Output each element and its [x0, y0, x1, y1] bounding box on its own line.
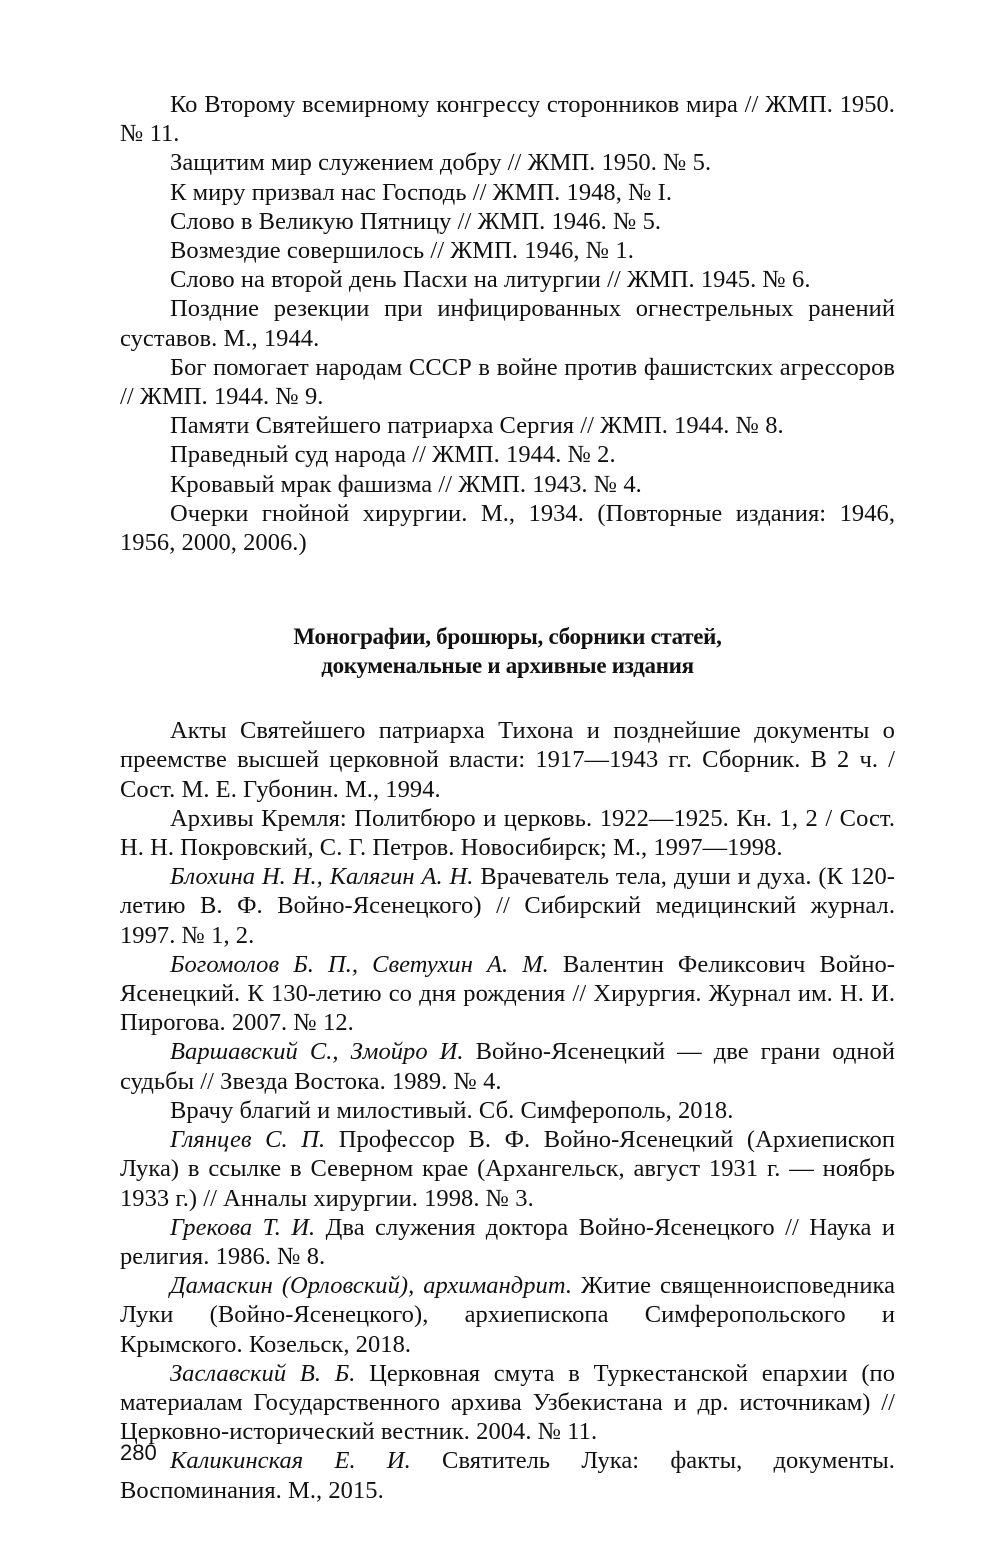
bibliography-entry: Поздние резекции при инфицированных огнестрельных ранений суставов. М., 1944.	[120, 295, 895, 352]
section-heading-line-2: докуменальные и архивные издания	[321, 653, 694, 679]
entry-text: Архивы Кремля: Политбюро и церковь. 1922—1925. Кн. 1, 2 / Сост. Н. Н. Покровский, С. Г. Петров. Новосибирск; М., 1997—1998.	[120, 804, 895, 862]
bibliography-entry: Слово в Великую Пятницу // ЖМП. 1946. № 5.	[170, 207, 662, 235]
entry-text: Врачеватель тела, души и духа. (К 120-летию В. Ф. Войно-Ясенецкого) // Сибирский медицинский журнал. 1997. № 1, 2.	[120, 863, 895, 949]
bibliography-entry: Памяти Святейшего патриарха Сергия // ЖМП. 1944. № 8.	[170, 412, 784, 440]
section-heading-line-1: Монографии, брошюры, сборники статей,	[293, 624, 722, 650]
entry-author: Варшавский С., Змойро И.	[170, 1038, 464, 1066]
entry-author: Дамаскин (Орловский), архимандрит.	[170, 1272, 573, 1300]
bibliography-entry: Праведный суд народа // ЖМП. 1944. № 2.	[170, 441, 616, 469]
bibliography-entry	[120, 950, 895, 1038]
bibliography-entry: Защитим мир служением добру // ЖМП. 1950. № 5.	[170, 149, 712, 177]
entry-text: Профессор В. Ф. Войно-Ясенецкий (Архиепископ Лука) в ссылке в Северном крае (Архангельск, август 1931 г. — ноябрь 1933 г.) // Анналы хирургии. 1998. № 3.	[120, 1126, 895, 1212]
entry-text: Акты Святейшего патриарха Тихона и позднейшие документы о преемстве высшей церковной власти: 1917—1943 гг. Сборник. В 2 ч. / Сост. М. Е. Губонин. М., 1994.	[120, 717, 895, 803]
entry-author: Каликинская Е. И.	[170, 1447, 411, 1475]
entry-text: Житие священноисповедника Луки (Войно-Ясенецкого), архиепископа Симферопольского и Крымского. Козельск, 2018.	[120, 1272, 895, 1358]
bibliography-entry	[120, 716, 895, 804]
bibliography-entry	[120, 1037, 895, 1095]
bibliography-entry	[120, 804, 895, 862]
bibliography-entry	[120, 862, 895, 950]
entry-text: Два служения доктора Войно-Ясенецкого // Наука и религия. 1986. № 8.	[120, 1213, 895, 1270]
bibliography-entry: Очерки гнойной хирургии. М., 1934. (Повторные издания: 1946, 1956, 2000, 2006.)	[120, 499, 895, 557]
bibliography-list-monographs	[120, 716, 895, 1504]
entry-author: Заславский В. Б.	[170, 1359, 356, 1387]
entry-text: Валентин Феликсович Войно-Ясенецкий. К 130-летию со дня рождения // Хирургия. Журнал им. Н. И. Пирогова. 2007. № 12.	[120, 950, 895, 1037]
entry-author: Богомолов Б. П., Светухин А. М.	[170, 950, 549, 978]
bibliography-entry: Кровавый мрак фашизма // ЖМП. 1943. № 4.	[170, 470, 642, 498]
section-heading	[120, 622, 895, 680]
bibliography-entry	[120, 1271, 895, 1359]
bibliography-entry: К миру призвал нас Господь // ЖМП. 1948, № I.	[170, 178, 673, 206]
bibliography-entry: Возмездие совершилось // ЖМП. 1946, № 1.	[170, 237, 634, 265]
entry-text: Церковная смута в Туркестанской епархии (по материалам Государственного архива Узбекистана и др. источникам) // Церковно-исторический вестник. 2004. № 11.	[120, 1359, 895, 1446]
bibliography-entry	[120, 1125, 895, 1213]
entry-text: Святитель Лука: факты, документы. Воспоминания. М., 2015.	[120, 1447, 895, 1504]
bibliography-entry: Бог помогает народам СССР в войне против фашистских агрессоров // ЖМП. 1944. № 9.	[120, 353, 895, 411]
entry-text: Врачу благий и милостивый. Сб. Симферополь, 2018.	[170, 1096, 734, 1124]
bibliography-entry	[120, 1446, 895, 1504]
bibliography-list-articles	[120, 90, 895, 557]
entry-text: Войно-Ясенецкий — две грани одной судьбы // Звезда Востока. 1989. № 4.	[120, 1038, 895, 1095]
bibliography-entry: Ко Второму всемирному конгрессу сторонников мира // ЖМП. 1950. № 11.	[120, 91, 895, 148]
bibliography-entry	[120, 1096, 895, 1125]
page-body	[120, 90, 895, 1505]
entry-author: Грекова Т. И.	[170, 1213, 316, 1241]
entry-author: Блохина Н. Н., Калягин А. Н.	[170, 863, 474, 891]
bibliography-entry	[120, 1213, 895, 1271]
bibliography-entry	[120, 1359, 895, 1447]
entry-author: Глянцев С. П.	[170, 1126, 326, 1154]
bibliography-entry: Слово на второй день Пасхи на литургии // ЖМП. 1945. № 6.	[170, 266, 811, 294]
page-number: 280	[120, 1440, 157, 1465]
